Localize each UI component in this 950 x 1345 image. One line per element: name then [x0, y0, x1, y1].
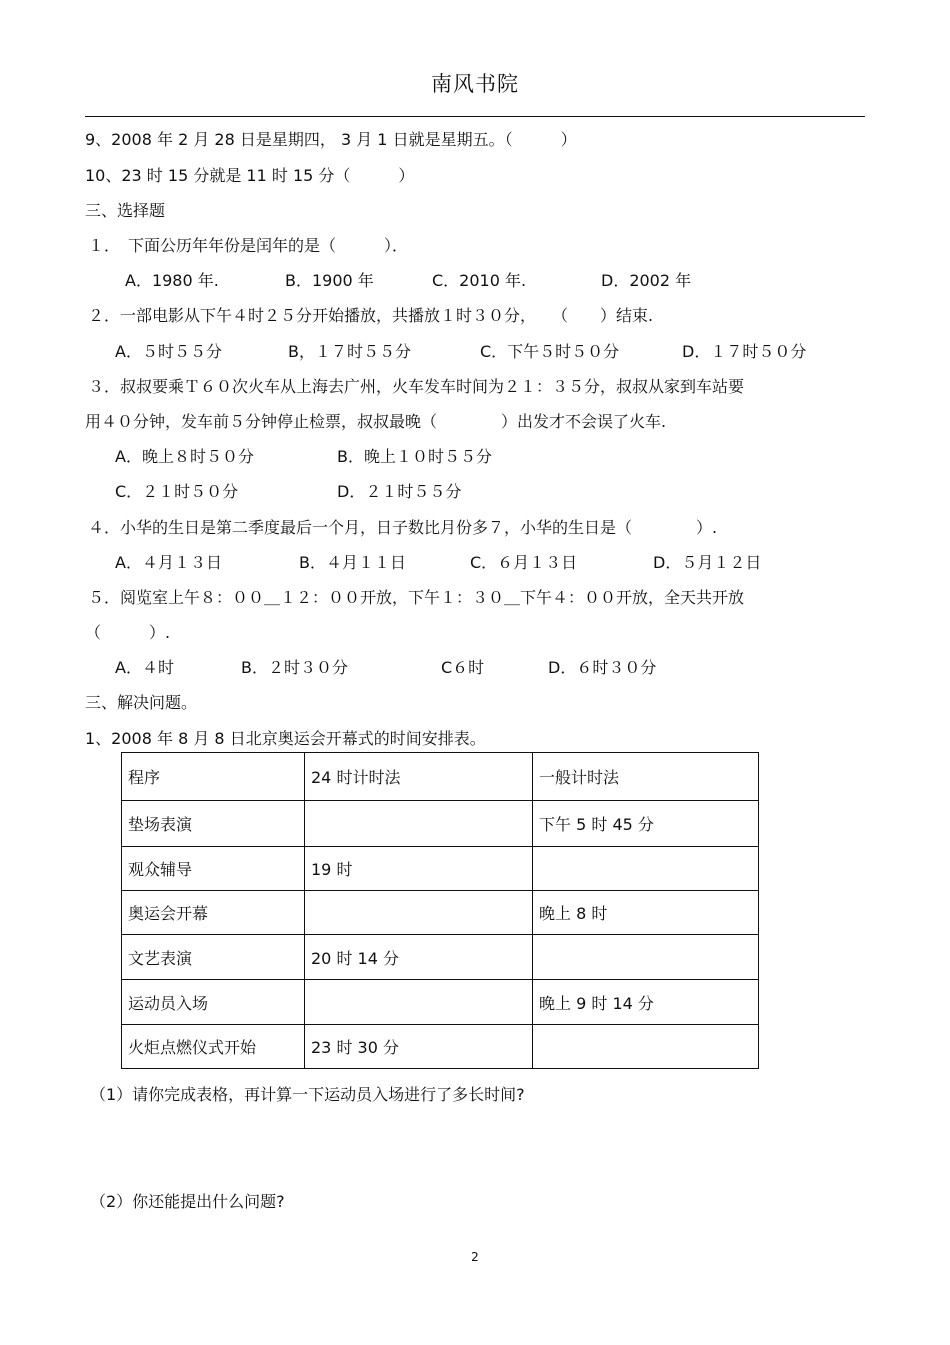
table-cell: 火炬点燃仪式开始: [122, 1025, 305, 1069]
table-cell: 奥运会开幕: [122, 891, 305, 935]
question-5-option-c: C６时: [441, 658, 485, 677]
table-cell: [533, 1025, 759, 1069]
table-cell: [305, 980, 533, 1025]
table-cell: [533, 847, 759, 891]
question-2-option-c: C．下午５时５０分: [480, 342, 620, 361]
table-cell: 晚上 9 时 14 分: [533, 980, 759, 1025]
table-header-row: [122, 753, 759, 801]
judgement-10: 10、23 时 15 分就是 11 时 15 分（ ）: [85, 166, 415, 185]
question-4-option-c: C．６月１３日: [470, 553, 578, 572]
sub-question-1: （1）请你完成表格，再计算一下运动员入场进行了多长时间?: [90, 1085, 525, 1104]
table-cell: 晚上 8 时: [533, 891, 759, 935]
question-2-option-a: A．５时５５分: [115, 342, 222, 361]
table-row: [122, 935, 759, 980]
table-header-cell: 一般计时法: [533, 753, 759, 801]
question-5-option-b: B．２时３０分: [241, 658, 348, 677]
question-3-stem-cont: 用４０分钟，发车前５分钟停止检票，叔叔最晚（ ）出发才不会误了火车.: [85, 412, 667, 431]
header-rule: [85, 116, 865, 117]
question-5-option-d: D．６时３０分: [548, 658, 657, 677]
question-4-option-a: A．４月１３日: [115, 553, 222, 572]
table-row: [122, 1025, 759, 1069]
problem-1-text: 1、2008 年 8 月 8 日北京奥运会开幕式的时间安排表。: [85, 729, 486, 748]
question-1-option-a: A．1980 年.: [125, 271, 219, 290]
sub-question-2: （2）你还能提出什么问题?: [90, 1192, 285, 1211]
question-3-option-b: B．晚上１０时５５分: [337, 447, 492, 466]
table-row: [122, 891, 759, 935]
question-5-stem-cont: （ ）.: [85, 623, 171, 642]
question-3-option-c: C．２１时５０分: [115, 482, 239, 501]
question-3-option-a: A．晚上８时５０分: [115, 447, 254, 466]
question-1-option-b: B．1900 年: [285, 271, 374, 290]
table-cell: 观众辅导: [122, 847, 305, 891]
table-cell: [305, 801, 533, 847]
section-choice-heading: 三、选择题: [85, 201, 166, 220]
table-cell: 23 时 30 分: [305, 1025, 533, 1069]
question-1-stem: １． 下面公历年年份是闰年的是（ ）．: [88, 236, 409, 255]
table-cell: [533, 935, 759, 980]
question-5-option-a: A．４时: [115, 658, 174, 677]
table-header-cell: 24 时计时法: [305, 753, 533, 801]
judgement-9: 9、2008 年 2 月 28 日是星期四， 3 月 1 日就是星期五。（ ）: [85, 130, 577, 149]
question-4-option-b: B．４月１１日: [299, 553, 406, 572]
question-2-stem: ２．一部电影从下午４时２５分开始播放，共播放１时３０分， （ ）结束.: [88, 306, 654, 325]
question-1-option-d: D．2002 年: [601, 271, 692, 290]
table-cell: 文艺表演: [122, 935, 305, 980]
table-header-cell: 程序: [122, 753, 305, 801]
table-cell: [305, 891, 533, 935]
table-row: [122, 801, 759, 847]
question-4-stem: ４．小华的生日是第二季度最后一个月，日子数比月份多７，小华的生日是（ ）.: [88, 518, 718, 537]
question-2-option-b: B，１７时５５分: [288, 342, 411, 361]
page-header: 南风书院: [431, 72, 519, 96]
table-cell: 垫场表演: [122, 801, 305, 847]
table-cell: 20 时 14 分: [305, 935, 533, 980]
page-number: 2: [471, 1250, 479, 1264]
question-1-option-c: C．2010 年.: [432, 271, 527, 290]
table-cell: 运动员入场: [122, 980, 305, 1025]
question-3-option-d: D．２１时５５分: [337, 482, 462, 501]
table-row: [122, 847, 759, 891]
question-5-stem: ５．阅览室上午８：００＿１２：００开放，下午１：３０＿下午４：００开放，全天共开放: [88, 588, 745, 607]
table-cell: 19 时: [305, 847, 533, 891]
table-cell: 下午 5 时 45 分: [533, 801, 759, 847]
section-solve-heading: 三、解决问题。: [85, 693, 198, 712]
table-row: [122, 980, 759, 1025]
question-2-option-d: D．１７时５０分: [682, 342, 807, 361]
question-4-option-d: D．５月１２日: [653, 553, 762, 572]
question-3-stem: ３．叔叔要乘Ｔ６０次火车从上海去广州，火车发车时间为２１：３５分，叔叔从家到车站要: [88, 377, 745, 396]
schedule-table: [121, 752, 759, 1069]
